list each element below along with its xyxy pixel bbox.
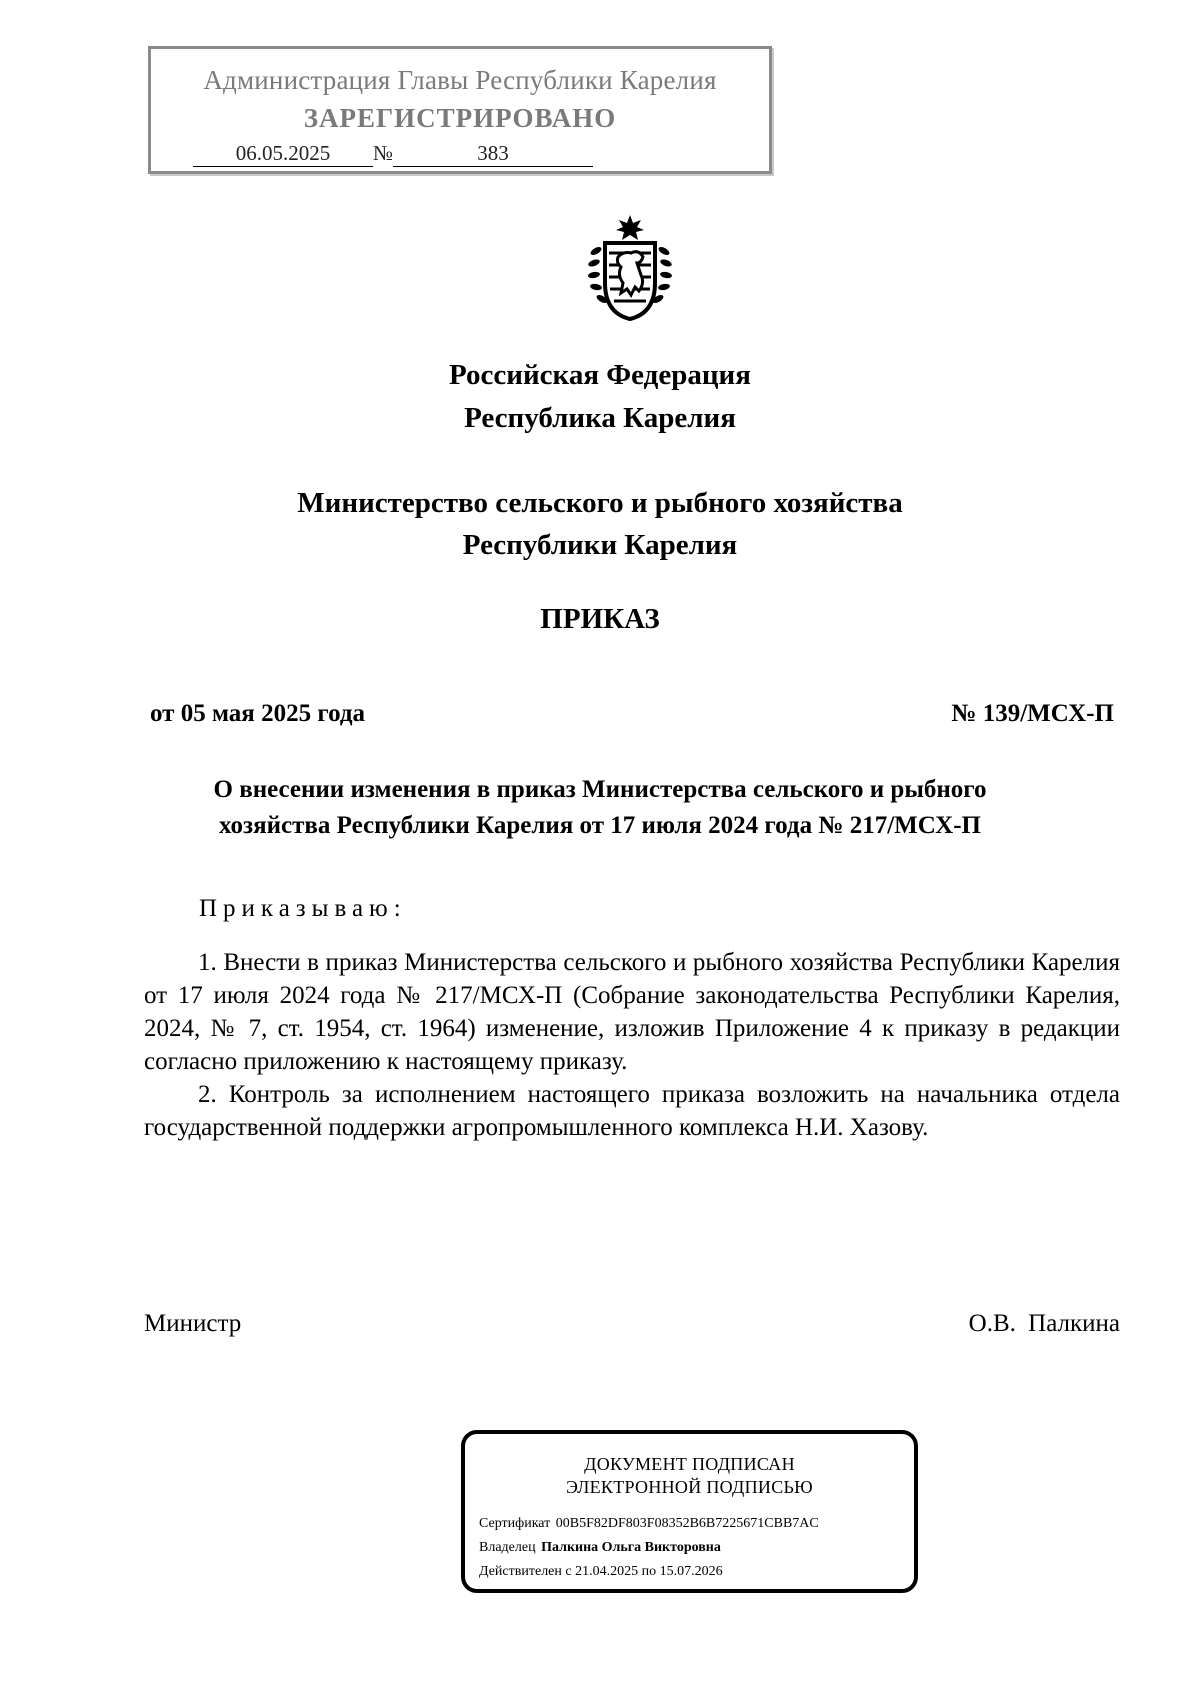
- signatory-name: О.В. Палкина: [968, 1310, 1120, 1337]
- valid-from-value: 21.04.2025: [575, 1564, 639, 1579]
- valid-label: Действителен: [479, 1564, 562, 1579]
- signatory-position: Министр: [144, 1310, 242, 1337]
- order-title-line2: хозяйства Республики Карелия от 17 июля 2024 года № 217/МСХ-П: [219, 812, 981, 839]
- order-paragraph-1: 1. Внести в приказ Министерства сельского и рыбного хозяйства Республики Карелия от 17 июля 2024 года № 217/МСХ-П (Собрание законодательства Республики Карелия, 2024, № 7, ст. 1954, ст. 1964) изменение, изложив Приложение 4 к приказу в редакции согласно приложению к настоящему приказу.: [144, 949, 1120, 1075]
- valid-to-label: по: [641, 1564, 657, 1579]
- header-ministry-line2: Республики Карелия: [462, 529, 738, 561]
- valid-to-value: 15.07.2026: [659, 1564, 723, 1579]
- e-signature-owner: [479, 1540, 721, 1556]
- order-date: от 05 мая 2025 года: [150, 700, 365, 727]
- e-signature-title-line2: ЭЛЕКТРОННОЙ ПОДПИСЬЮ: [566, 1477, 813, 1497]
- header-ministry-line1: Министерство сельского и рыбного хозяйства: [297, 487, 903, 519]
- registration-organization: Администрация Главы Республики Карелия: [203, 65, 717, 95]
- electronic-signature-stamp: [461, 1430, 918, 1593]
- orders-word: Приказываю:: [199, 895, 407, 922]
- registration-status: ЗАРЕГИСТРИРОВАНО: [303, 103, 617, 133]
- karelia-coat-of-arms-icon: [585, 213, 675, 323]
- owner-label: Владелец: [479, 1540, 536, 1555]
- registration-number-sign: №: [373, 141, 394, 165]
- document-type: ПРИКАЗ: [540, 603, 660, 635]
- order-number: № 139/МСХ-П: [951, 700, 1114, 727]
- order-paragraph-2: 2. Контроль за исполнением настоящего приказа возложить на начальника отдела государственной поддержки агропромышленного комплекса Н.И. Хазову.: [144, 1081, 1120, 1141]
- order-body: [144, 946, 1120, 1144]
- e-signature-certificate: [479, 1516, 819, 1532]
- registration-details: [193, 141, 593, 167]
- valid-from-label: с: [565, 1564, 572, 1579]
- certificate-value: 00B5F82DF803F08352B6B7225671CBB7AC: [555, 1516, 819, 1531]
- certificate-label: Сертификат: [479, 1516, 551, 1531]
- registration-number: 383: [393, 141, 593, 167]
- e-signature-validity: [479, 1564, 723, 1580]
- header-country: Российская Федерация: [449, 359, 751, 391]
- owner-value: Палкина Ольга Викторовна: [541, 1540, 721, 1555]
- registration-stamp: [148, 46, 772, 174]
- order-title-line1: О внесении изменения в приказ Министерства сельского и рыбного: [213, 776, 987, 803]
- e-signature-title-line1: ДОКУМЕНТ ПОДПИСАН: [584, 1454, 795, 1474]
- header-republic: Республика Карелия: [464, 402, 736, 434]
- registration-date: 06.05.2025: [193, 141, 373, 167]
